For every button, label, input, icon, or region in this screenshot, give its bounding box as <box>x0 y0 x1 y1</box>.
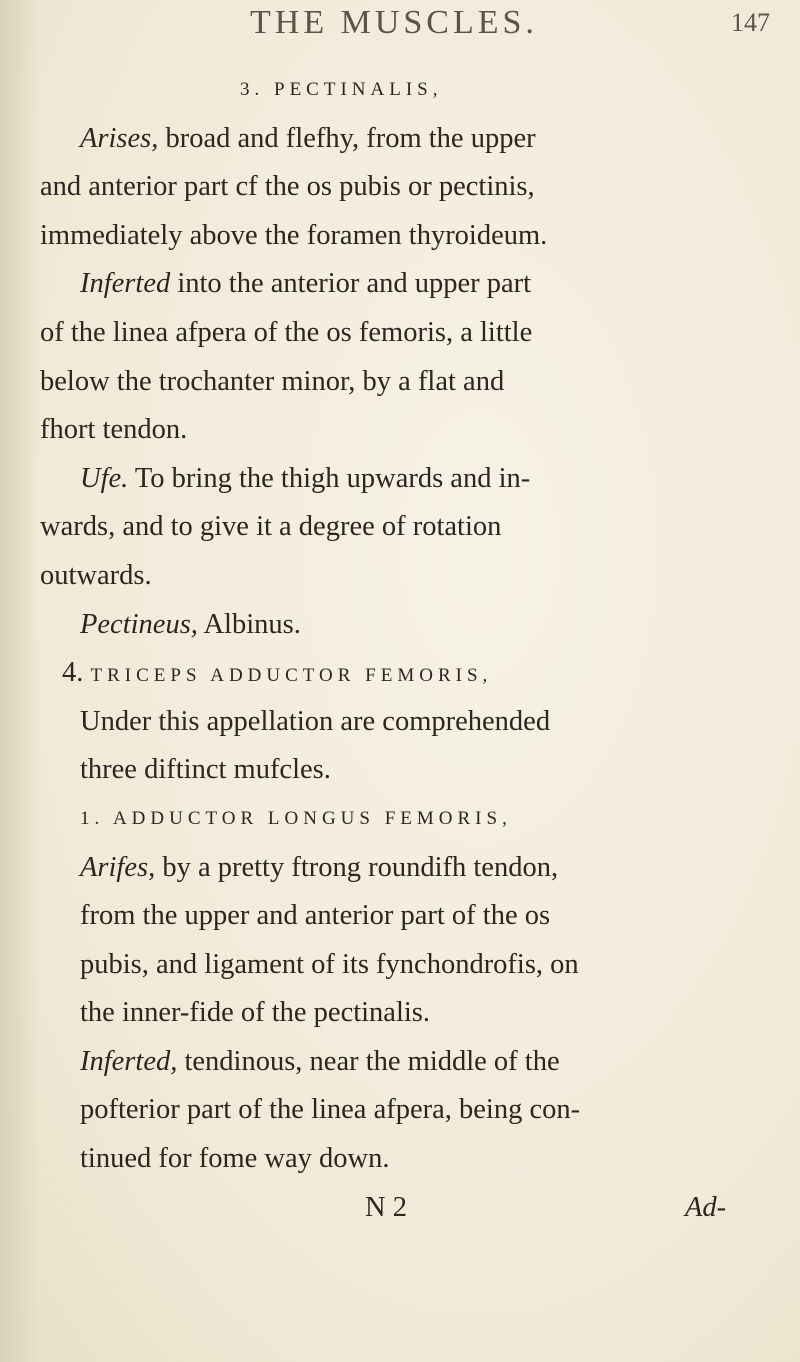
paragraph-arises <box>40 115 770 164</box>
paragraph-use <box>40 455 770 504</box>
text-line: pubis, and ligament of its fynchondrofis, on <box>80 948 579 980</box>
paragraph-inserted <box>40 260 770 309</box>
text-line: the inner-fide of the pectinalis. <box>80 997 431 1029</box>
page-header <box>250 4 770 44</box>
section-heading-pectinalis: 3. PECTINALIS, <box>240 79 443 100</box>
text-line: pofterior part of the linea afpera, being con- <box>80 1094 581 1126</box>
section-number: 4. <box>62 657 84 689</box>
label-inserted: Inferted, <box>80 1045 178 1077</box>
text-line: fhort tendon. <box>40 414 188 446</box>
text-line: of the linea afpera of the os femoris, a little <box>40 316 533 348</box>
text-line: three diftinct mufcles. <box>80 754 331 786</box>
catchword: Ad- <box>685 1191 727 1223</box>
text-line: into the anterior and upper part <box>170 268 532 300</box>
text-line: from the upper and anterior part of the os <box>80 900 551 932</box>
paragraph-arises <box>40 844 770 893</box>
label-use: Ufe. <box>80 462 129 494</box>
text-line: Albinus. <box>197 608 301 640</box>
section-heading-triceps <box>40 649 770 698</box>
label-synonym: Pectineus, <box>80 608 198 640</box>
text-line: Under this appellation are comprehended <box>80 705 551 737</box>
text-line: broad and flefhy, from the upper <box>158 122 536 154</box>
section-title: TRICEPS ADDUCTOR FEMORIS, <box>90 665 493 687</box>
text-line: immediately above the foramen thyroideum. <box>40 219 548 251</box>
text-line: tinued for fome way down. <box>80 1143 390 1175</box>
page-number: 147 <box>731 8 770 37</box>
label-arises: Arifes, <box>80 851 156 883</box>
running-head: THE MUSCLES. <box>250 4 538 41</box>
section-heading-adductor-longus: 1. ADDUCTOR LONGUS FEMORIS, <box>80 807 512 829</box>
text-line: To bring the thigh upwards and in- <box>128 462 531 494</box>
paragraph-inserted <box>40 1038 770 1087</box>
body-text <box>40 66 770 1232</box>
text-line: and anterior part cf the os pubis or pectinis, <box>40 171 535 203</box>
signature-mark: N 2 <box>365 1191 407 1223</box>
text-line: by a pretty ftrong roundifh tendon, <box>155 851 559 883</box>
label-inserted: Inferted <box>80 268 171 300</box>
text-line: tendinous, near the middle of the <box>177 1045 560 1077</box>
text-line: outwards. <box>40 559 152 591</box>
label-arises: Arises, <box>80 122 159 154</box>
text-line: wards, and to give it a degree of rotation <box>40 511 502 543</box>
page-gutter-shadow <box>0 0 40 1362</box>
paragraph-synonym <box>40 601 770 650</box>
page-footer <box>40 1184 770 1233</box>
text-line: below the trochanter minor, by a flat and <box>40 365 505 397</box>
